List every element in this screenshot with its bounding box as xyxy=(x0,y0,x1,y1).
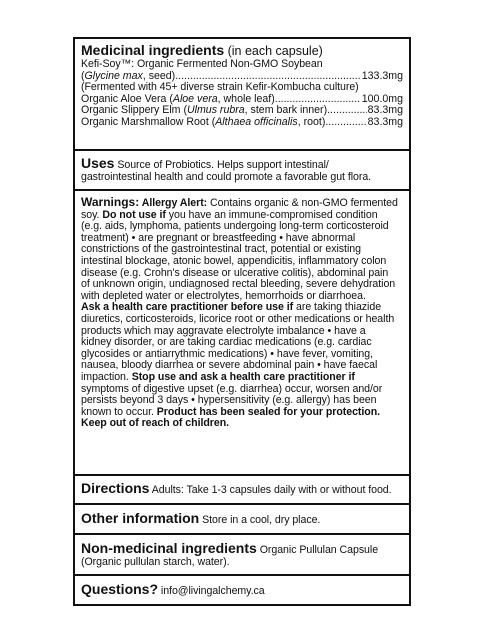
uses-text: Source of Probiotics. Helps support intestinal/ xyxy=(114,159,329,171)
warning-line: constrictions of the gastrointestinal tract, potential or existing xyxy=(81,244,361,256)
warning-line: Contains organic & non-GMO fermented xyxy=(207,197,398,209)
warning-line: glycosides or antiarrythmic medications) • have fever, vomiting, xyxy=(81,348,373,360)
ask-practitioner-label: Ask a health care practitioner before use if xyxy=(81,302,294,314)
warning-line: disease (e.g. Crohn's disease or ulcerative colitis), abdominal pain xyxy=(81,267,389,279)
uses-text-line2: gastrointestinal health and could promote a favorable gut flora. xyxy=(81,172,372,183)
divider xyxy=(75,574,409,576)
uses-section xyxy=(75,155,409,184)
stop-use-label: Stop use and ask a health care practitioner if xyxy=(131,371,355,383)
allergy-alert-label: Allergy Alert: xyxy=(139,197,208,209)
medicinal-ingredients-heading: Medicinal ingredients xyxy=(81,42,225,58)
warnings-heading: Warnings: xyxy=(81,195,140,209)
fermented-line: (Fermented with 45+ diverse strain Kefir-Kombucha culture) xyxy=(81,82,359,94)
warning-line: with depleted water or electrolytes, hemorrhoids or diarrhoea. xyxy=(81,290,366,302)
contact-email: info@livingalchemy.ca xyxy=(158,585,265,597)
warning-line xyxy=(81,418,403,430)
directions-text: Adults: Take 1-3 capsules daily with or without food. xyxy=(149,484,392,496)
warning-line: symptoms of digestive upset (e.g. diarrhea) occur, worsen and/or xyxy=(81,383,383,395)
do-not-use-label: Do not use if xyxy=(102,209,166,221)
ingredient-row-marshmallow xyxy=(81,117,403,129)
other-information-section xyxy=(75,510,409,527)
keep-out-of-reach-label: Keep out of reach of children. xyxy=(81,418,230,430)
elm-name: Organic Slippery Elm ( xyxy=(81,104,187,117)
warning-line: intestinal blockage, atonic bowel, appendicitis, inflammatory colon xyxy=(81,255,387,267)
sealed-label: Product has been sealed for your protection. xyxy=(156,406,381,418)
marsh-amount: 83.3mg xyxy=(367,115,403,128)
divider xyxy=(75,474,409,476)
medicinal-ingredients-section xyxy=(75,42,409,129)
uses-heading: Uses xyxy=(81,155,115,171)
marsh-part: , root) xyxy=(297,115,326,128)
warning-line: soy. Do not use if you have an immune-compromised condition xyxy=(81,209,378,221)
aloe-latin-name: Aloe vera xyxy=(172,92,218,105)
soy-part: , seed) xyxy=(142,69,176,82)
divider xyxy=(75,189,409,191)
marsh-latin-name: Althaea officinalis xyxy=(215,115,298,128)
elm-amount: 83.3mg xyxy=(367,104,403,117)
supplement-facts-panel xyxy=(73,37,411,606)
warning-line: Ask a health care practitioner before use if are taking thiazide xyxy=(81,302,382,314)
elm-latin-name: Ulmus rubra xyxy=(186,104,245,117)
non-medicinal-text-line2: (Organic pullulan starch, water). xyxy=(81,557,230,568)
warning-line: nausea, bloody diarrhea or severe abdominal pain • have faecal xyxy=(81,360,378,372)
warning-line: kidney disorder, or are taking cardiac medications (e.g. cardiac xyxy=(81,337,372,349)
warning-line: (e.g. aids, lymphoma, patients undergoing long-term corticosteroid xyxy=(81,221,389,233)
soy-latin-name: Glycine max xyxy=(84,69,143,82)
kefisoy-line: Kefi-Soy™: Organic Fermented Non-GMO Soybean xyxy=(81,59,323,70)
warnings-section xyxy=(75,195,409,430)
ingredient-row-soybean: (Glycine max, seed) ..... 133.3mg xyxy=(81,71,403,83)
warning-line: diuretics, corticosteroids, licorice root or other medications or health xyxy=(81,313,395,325)
other-information-text: Store in a cool, dry place. xyxy=(199,514,321,526)
aloe-part: , whole leaf) xyxy=(217,92,275,105)
warning-line: persists beyond 3 days • hypersensitivity (e.g. allergy) has been xyxy=(81,395,377,407)
non-medicinal-heading: Non-medicinal ingredients xyxy=(81,540,257,556)
warning-line: treatment) • are pregnant or breastfeeding • have abnormal xyxy=(81,232,356,244)
non-medicinal-section xyxy=(75,540,409,569)
elm-part: , stem bark inner) xyxy=(244,104,328,117)
warning-line: impaction. Stop use and ask a health care practitioner if xyxy=(81,371,355,383)
warning-line: of unknown origin, undiagnosed rectal bleeding, severe dehydration xyxy=(81,279,396,291)
medicinal-ingredients-note: (in each capsule) xyxy=(224,44,323,58)
marsh-name: Organic Marshmallow Root ( xyxy=(81,115,216,128)
directions-heading: Directions xyxy=(81,480,150,496)
warning-line: known to occur. Product has been sealed for your protection. xyxy=(81,406,381,418)
divider xyxy=(75,503,409,505)
non-medicinal-text: Organic Pullulan Capsule xyxy=(256,544,379,556)
aloe-name: Organic Aloe Vera ( xyxy=(81,92,173,105)
directions-section xyxy=(75,480,409,497)
warning-line: products which may aggravate electrolyte imbalance • have a xyxy=(81,325,366,337)
divider xyxy=(75,533,409,535)
aloe-amount: 100.0mg xyxy=(361,92,403,105)
other-information-heading: Other information xyxy=(81,510,200,526)
soy-amount: 133.3mg xyxy=(361,69,403,82)
questions-heading: Questions? xyxy=(81,581,159,597)
divider xyxy=(75,149,409,151)
questions-section xyxy=(75,581,409,598)
